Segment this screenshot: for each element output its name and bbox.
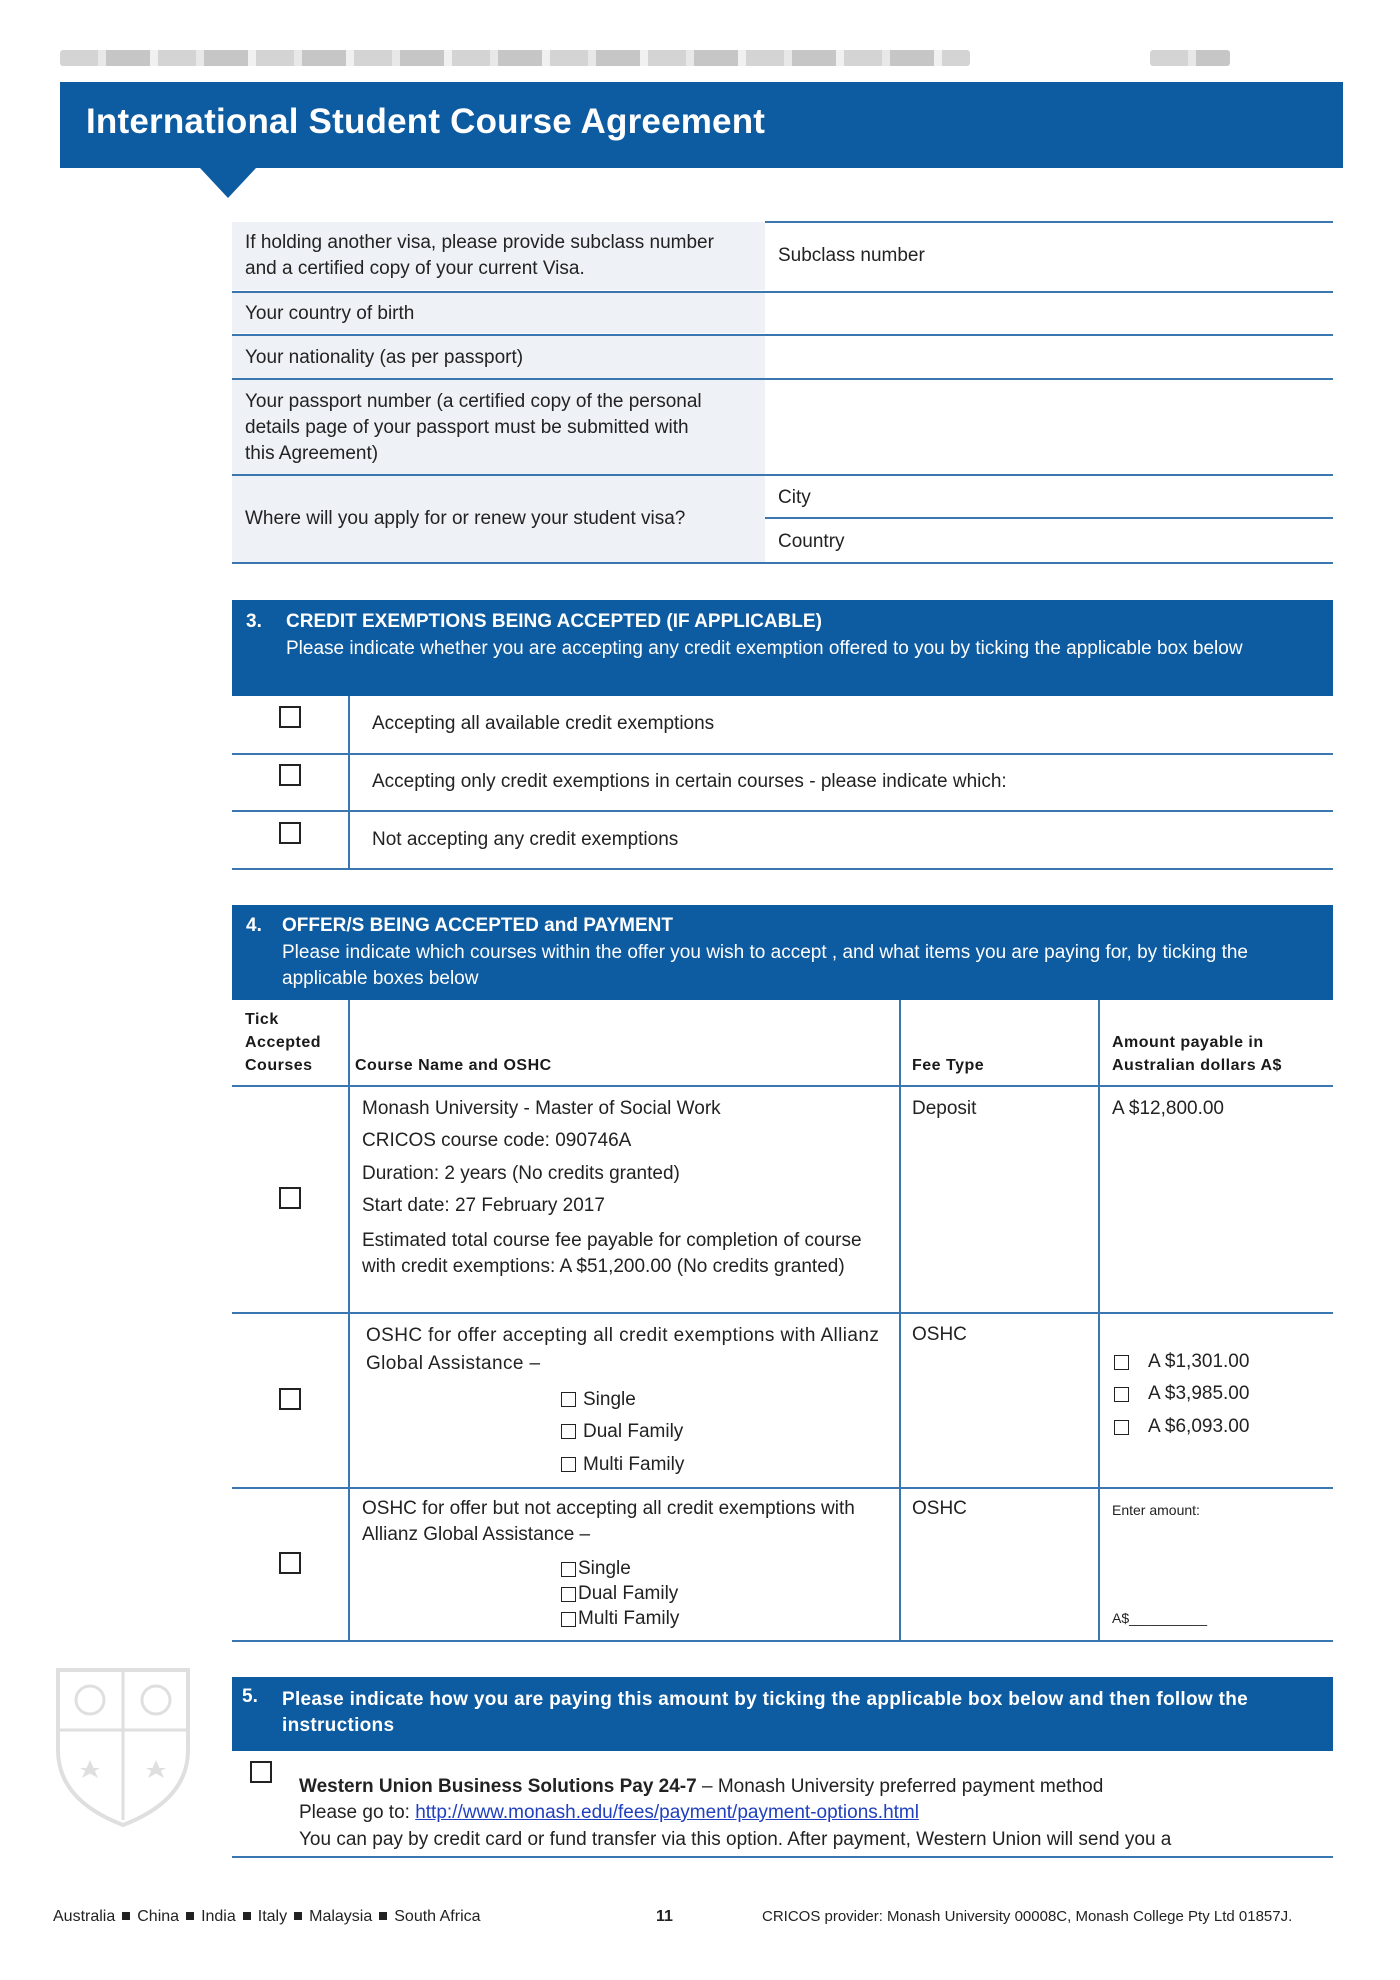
- western-union-note: – Monash University preferred payment method: [696, 1776, 1104, 1797]
- payment-options-link[interactable]: http://www.monash.edu/fees/payment/payment-options.html: [415, 1802, 919, 1823]
- oshc-not-all-fee-type: OSHC: [912, 1498, 967, 1519]
- section4-title: OFFER/S BEING ACCEPTED and PAYMENT: [282, 915, 673, 936]
- table-rule: [232, 1856, 1333, 1858]
- section3-number: 3.: [246, 611, 262, 632]
- page-number: 11: [656, 1908, 673, 1925]
- subclass-label: Subclass number: [778, 245, 925, 266]
- western-union-name: Western Union Business Solutions Pay 24-7: [299, 1776, 697, 1797]
- country-of-birth-label: Your country of birth: [245, 303, 415, 324]
- redacted-header-line: [60, 50, 970, 66]
- section3-instruction: Please indicate whether you are accepting any credit exemption offered to you by ticking the applicable box below: [286, 638, 1243, 659]
- section4-header: [232, 905, 1333, 1000]
- oshc-not-all-single-checkbox[interactable]: [561, 1562, 576, 1577]
- deposit-amount: A $12,800.00: [1112, 1098, 1224, 1119]
- city-label: City: [778, 487, 811, 508]
- please-go-label: Please go to:: [299, 1802, 416, 1823]
- cricos-provider: CRICOS provider: Monash University 00008C, Monash College Pty Ltd 01857J.: [762, 1908, 1293, 1925]
- tick-header-line2: Accepted: [245, 1034, 322, 1051]
- oshc-not-all-checkbox[interactable]: [279, 1552, 301, 1574]
- footer-country: Italy: [257, 1908, 288, 1925]
- tick-header-line1: Tick: [245, 1011, 279, 1028]
- footer-country: Malaysia: [309, 1908, 373, 1925]
- redacted-header-tag: [1150, 50, 1230, 66]
- oshc-all-amount-single-checkbox[interactable]: [1114, 1355, 1129, 1370]
- oshc-all-multi-checkbox[interactable]: [561, 1457, 576, 1472]
- passport-label: Your passport number (a certified copy of the personal details page of your passport must be submitted with this Agreement): [245, 391, 702, 464]
- section5-header: [232, 1677, 1333, 1751]
- oshc-not-all-dual-checkbox[interactable]: [561, 1587, 576, 1602]
- course-accept-checkbox[interactable]: [279, 1187, 301, 1209]
- accept-all-credits-checkbox[interactable]: [279, 706, 301, 728]
- course-header: Course Name and OSHC: [355, 1057, 552, 1074]
- oshc-all-multi-label: Multi Family: [583, 1454, 685, 1475]
- oshc-not-all-single-label: Single: [578, 1558, 631, 1579]
- oshc-all-amount-dual-checkbox[interactable]: [1114, 1387, 1129, 1402]
- university-crest-watermark: [48, 1660, 198, 1830]
- oshc-all-amount-single: A $1,301.00: [1148, 1351, 1250, 1372]
- table-rule: [232, 1487, 1333, 1489]
- enter-amount-field[interactable]: A$__________: [1112, 1610, 1207, 1626]
- page-title: International Student Course Agreement: [86, 102, 766, 141]
- column-divider: [348, 1000, 350, 1640]
- deposit-fee-type: Deposit: [912, 1098, 977, 1119]
- amount-header-line1: Amount payable in: [1112, 1034, 1264, 1051]
- table-rule: [232, 1640, 1333, 1642]
- column-divider: [1098, 1000, 1100, 1640]
- accept-some-credits-label: Accepting only credit exemptions in certain courses - please indicate which:: [372, 771, 1007, 792]
- course-duration: Duration: 2 years (No credits granted): [362, 1163, 680, 1184]
- oshc-all-credits-title: OSHC for offer accepting all credit exemptions with Allianz Global Assistance –: [366, 1325, 880, 1374]
- oshc-all-amount-multi: A $6,093.00: [1148, 1416, 1250, 1437]
- banner-notch: [200, 168, 256, 198]
- section3-title: CREDIT EXEMPTIONS BEING ACCEPTED (IF APPLICABLE): [286, 611, 822, 632]
- accept-all-credits-label: Accepting all available credit exemptions: [372, 713, 715, 734]
- footer-country: South Africa: [394, 1908, 481, 1925]
- no-credits-checkbox[interactable]: [279, 822, 301, 844]
- oshc-all-fee-type: OSHC: [912, 1324, 967, 1345]
- oshc-not-all-title: OSHC for offer but not accepting all credit exemptions with Allianz Global Assistance –: [362, 1498, 855, 1545]
- footer-country: Australia: [53, 1908, 116, 1925]
- estimated-course-fee: Estimated total course fee payable for completion of course with credit exemptions: A $51,200.00 (No credits granted): [362, 1230, 862, 1277]
- oshc-all-credits-checkbox[interactable]: [279, 1388, 301, 1410]
- footer-countries: [53, 1908, 481, 1926]
- footer-country: India: [201, 1908, 236, 1925]
- tick-header-line3: Courses: [245, 1057, 313, 1074]
- amount-header-line2: Australian dollars A$: [1112, 1057, 1282, 1074]
- oshc-all-amount-multi-checkbox[interactable]: [1114, 1420, 1129, 1435]
- apply-visa-label: Where will you apply for or renew your student visa?: [245, 508, 686, 529]
- enter-amount-label: Enter amount:: [1112, 1502, 1200, 1518]
- table-rule: [232, 1312, 1333, 1314]
- table-rule: [765, 517, 1333, 519]
- table-rule: [232, 810, 1333, 812]
- column-divider: [348, 696, 350, 868]
- payment-url-line: [299, 1800, 919, 1826]
- oshc-not-all-multi-checkbox[interactable]: [561, 1612, 576, 1627]
- section4-instruction: Please indicate which courses within the offer you wish to accept , and what items you are paying for, by ticking the applicable boxes below: [282, 942, 1249, 989]
- country-label: Country: [778, 531, 845, 552]
- table-rule: [232, 1085, 1333, 1087]
- western-union-heading: [299, 1774, 1103, 1800]
- oshc-all-amount-dual: A $3,985.00: [1148, 1383, 1250, 1404]
- course-name: Monash University - Master of Social Work: [362, 1098, 721, 1119]
- western-union-checkbox[interactable]: [250, 1761, 272, 1783]
- table-rule: [765, 221, 1333, 223]
- footer-country: China: [137, 1908, 180, 1925]
- nationality-label: Your nationality (as per passport): [245, 347, 524, 368]
- other-visa-label: If holding another visa, please provide subclass number and a certified copy of your current Visa.: [245, 232, 714, 279]
- payment-instructions: You can pay by credit card or fund transfer via this option. After payment, Western Union will send you a: [299, 1829, 1172, 1850]
- accept-some-credits-checkbox[interactable]: [279, 764, 301, 786]
- course-start-date: Start date: 27 February 2017: [362, 1195, 605, 1216]
- no-credits-label: Not accepting any credit exemptions: [372, 829, 679, 850]
- column-divider: [899, 1000, 901, 1640]
- oshc-not-all-dual-label: Dual Family: [578, 1583, 679, 1604]
- oshc-not-all-multi-label: Multi Family: [578, 1608, 680, 1629]
- title-banner: [60, 82, 1343, 168]
- oshc-all-dual-checkbox[interactable]: [561, 1424, 576, 1439]
- oshc-all-single-checkbox[interactable]: [561, 1392, 576, 1407]
- cricos-code: CRICOS course code: 090746A: [362, 1130, 632, 1151]
- oshc-all-dual-label: Dual Family: [583, 1421, 684, 1442]
- section4-number: 4.: [246, 915, 262, 936]
- oshc-all-single-label: Single: [583, 1389, 636, 1410]
- section3-header: [232, 600, 1333, 696]
- table-rule: [232, 868, 1333, 870]
- section5-title: Please indicate how you are paying this amount by ticking the applicable box below and then follow the instructions: [282, 1689, 1248, 1736]
- section5-number: 5.: [242, 1686, 258, 1707]
- table-rule: [232, 562, 1333, 564]
- table-rule: [232, 753, 1333, 755]
- fee-type-header: Fee Type: [912, 1057, 985, 1074]
